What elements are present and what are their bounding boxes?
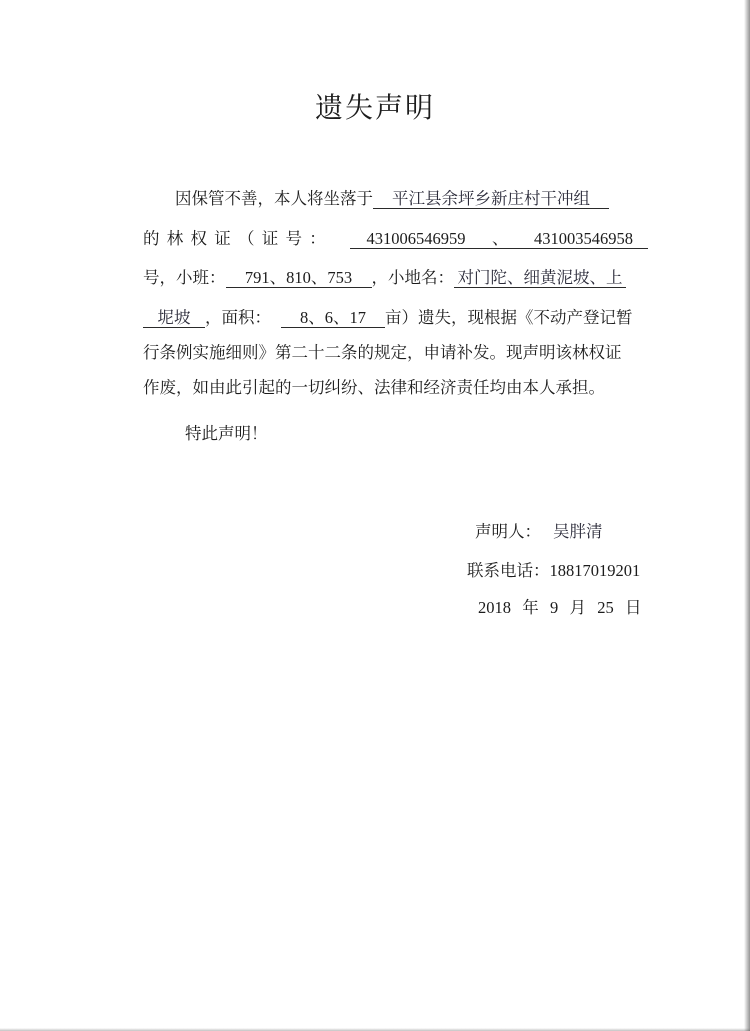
paragraph-line-2 xyxy=(143,229,648,249)
place-name-field-1: 对门陀、细黄泥坡、上 xyxy=(454,269,626,288)
document-title: 遗失声明 xyxy=(314,91,435,124)
phone-line xyxy=(467,561,640,581)
paragraph-line-4 xyxy=(143,308,633,328)
line4-mid: ，面积： xyxy=(205,308,271,327)
date-line xyxy=(478,598,642,618)
location-field: 平江县余坪乡新庄村干冲组 xyxy=(373,190,609,209)
paragraph-line-5: 行条例实施细则》第二十二条的规定，申请补发。现声明该林权证 xyxy=(143,343,622,362)
scan-edge-shadow xyxy=(744,0,750,1031)
cert-number-1: 431006546959 xyxy=(350,230,482,249)
subclass-field: 791、810、753 xyxy=(226,269,372,288)
signer-label: 声明人： xyxy=(475,522,541,541)
date-day-unit: 日 xyxy=(625,598,642,617)
area-field: 8、6、17 xyxy=(281,309,385,328)
closing-statement: 特此声明！ xyxy=(185,424,268,443)
date-month: 9 xyxy=(550,598,559,617)
phone-number: 18817019201 xyxy=(549,561,641,580)
line2-lead: 的 林 权 证 （ 证 号 ： xyxy=(143,229,327,248)
line3-mid: ，小地名： xyxy=(371,268,454,287)
line1-lead: 因保管不善，本人将坐落于 xyxy=(175,189,373,208)
line4-tail: 亩）遗失，现根据《不动产登记暂 xyxy=(385,308,633,327)
signer-name: 吴胖清 xyxy=(553,522,603,541)
date-year-unit: 年 xyxy=(522,598,539,617)
paragraph-line-1 xyxy=(175,189,609,209)
line3-lead: 号，小班： xyxy=(143,268,226,287)
place-name-field-2: 坭坡 xyxy=(143,309,205,328)
cert-separator: 、 xyxy=(482,229,519,249)
phone-label: 联系电话： xyxy=(467,561,550,580)
date-year: 2018 xyxy=(478,598,511,617)
cert-number-2: 431003546958 xyxy=(518,230,648,249)
signer-line xyxy=(475,522,603,542)
paragraph-line-3 xyxy=(143,268,626,288)
date-day: 25 xyxy=(597,598,614,617)
date-month-unit: 月 xyxy=(569,598,586,617)
paragraph-line-6: 作废，如由此引起的一切纠纷、法律和经济责任均由本人承担。 xyxy=(143,378,605,397)
